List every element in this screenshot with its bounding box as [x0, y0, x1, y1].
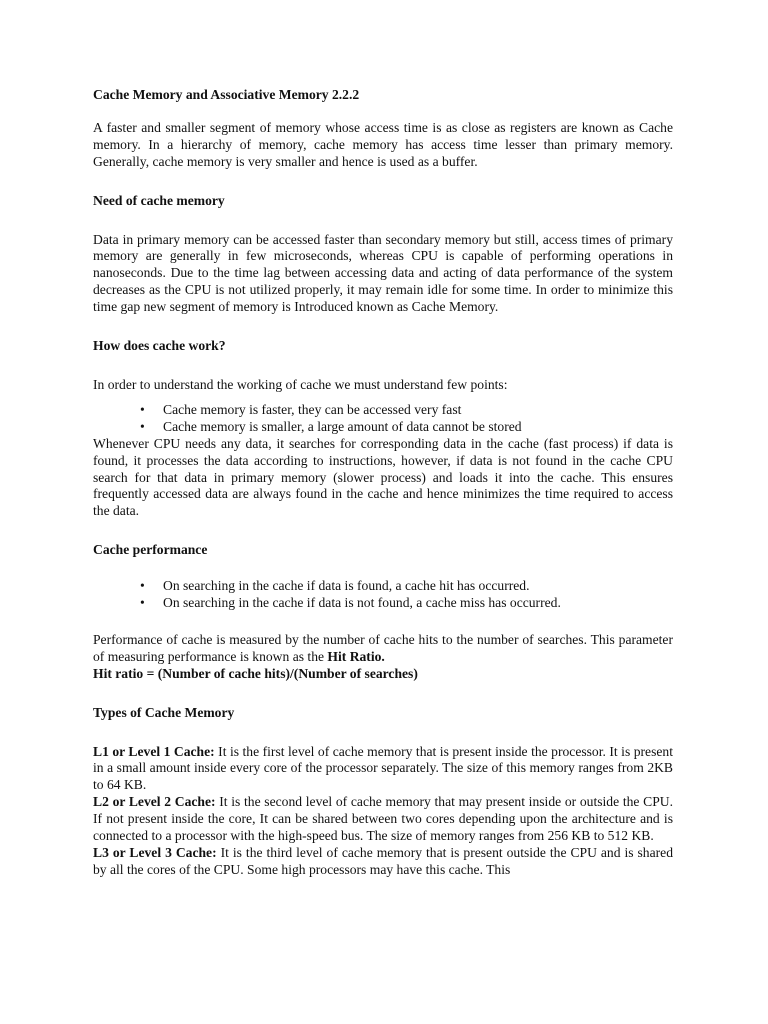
bullet-dot-icon: •: [140, 578, 145, 594]
intro-paragraph: A faster and smaller segment of memory whose access time is as close as registers are known as Cache memory. In a hierarchy of memory, cache memory has access time lesser than primary memory. Generally, cache memory is very smaller and hence is used as a buffer.: [93, 119, 673, 169]
how-heading: How does cache work?: [93, 338, 226, 354]
l2-term: L2 or Level 2 Cache:: [93, 794, 216, 810]
document-body: [93, 87, 673, 879]
list-item: • Cache memory is faster, they can be accessed very fast: [140, 401, 462, 417]
l1-paragraph: L1 or Level 1 Cache: It is the first level of cache memory that is present inside the processor. It is present in a small amount inside every core of the processor separately. The size of this memory ranges from 2KB to 64 KB.: [93, 743, 673, 793]
l3-term: L3 or Level 3 Cache:: [93, 845, 217, 860]
hit-ratio-term: Hit Ratio.: [327, 648, 385, 664]
how-bullet-list: [93, 402, 673, 436]
document-title: Cache Memory and Associative Memory 2.2.2: [93, 87, 360, 102]
performance-paragraph: Performance of cache is measured by the number of cache hits to the number of searches. This parameter of measuring performance is known as the Hit Ratio.: [93, 631, 673, 664]
l2-paragraph: L2 or Level 2 Cache: It is the second level of cache memory that may present inside or outside the CPU. If not present inside the core, It can be shared between two cores depending upon the architecture and is connected to a processor with the high-speed bus. The size of memory ranges from 256 KB to 512 KB.: [93, 794, 673, 844]
need-heading: Need of cache memory: [93, 192, 225, 208]
list-item: • On searching in the cache if data is not found, a cache miss has occurred.: [140, 595, 561, 611]
l1-term: L1 or Level 1 Cache:: [93, 743, 215, 759]
types-heading: Types of Cache Memory: [93, 704, 235, 720]
need-paragraph: Data in primary memory can be accessed faster than secondary memory but still, access times of primary memory are generally in few microseconds, whereas CPU is capable of performing operations in nanoseconds. Due to the time lag between accessing data and acting of data performance of the system decreases as the CPU is not utilized properly, it may remain idle for some time. In order to minimize this time gap new segment of memory is Introduced known as Cache Memory.: [93, 231, 673, 315]
bullet-dot-icon: •: [140, 418, 145, 434]
bullet-dot-icon: •: [140, 401, 145, 417]
performance-bullet-list: [93, 578, 673, 612]
hit-ratio-formula: Hit ratio = (Number of cache hits)/(Number of searches): [93, 665, 418, 681]
how-paragraph: Whenever CPU needs any data, it searches for corresponding data in the cache (fast process) if data is found, it processes the data according to instructions, however, if data is not found in the cache CPU search for that data in primary memory (slower process) and loads it into the cache. This ensures frequently accessed data are always found in the cache and hence minimizes the time required to access the data.: [93, 435, 673, 519]
how-intro: In order to understand the working of cache we must understand few points:: [93, 376, 508, 392]
l3-paragraph: L3 or Level 3 Cache: It is the third level of cache memory that is present outside the CPU and is shared by all the cores of the CPU. Some high processors may have this cache. This: [93, 845, 673, 877]
bullet-dot-icon: •: [140, 595, 145, 611]
list-item: • Cache memory is smaller, a large amount of data cannot be stored: [140, 418, 522, 434]
performance-heading: Cache performance: [93, 542, 208, 558]
list-item: • On searching in the cache if data is found, a cache hit has occurred.: [140, 578, 530, 594]
